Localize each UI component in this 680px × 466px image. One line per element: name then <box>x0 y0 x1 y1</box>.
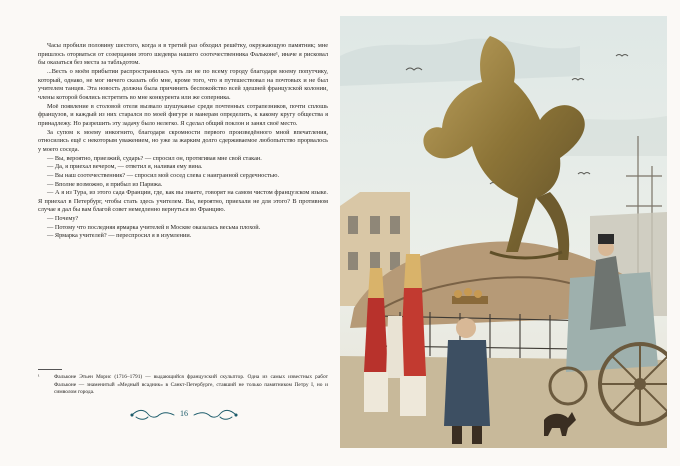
page-number: 16 <box>180 409 188 418</box>
paragraph: — Почему? <box>47 215 79 223</box>
footnote-text: Фальконе Этьен Морис (1716–1791) — выдающийся французский скульптор. Одна из самых известных работ Фальконе — знаменитый «Медный всадник» в Санкт-Петербурге, ставший не только памятником Петру I, но и символом города. <box>54 374 328 396</box>
page-folio <box>128 406 240 424</box>
footnote-mark: ¹ <box>38 374 40 380</box>
paragraph: — Вполне возможно, я прибыл из Парижа. <box>47 180 163 188</box>
paragraph: Часы пробили половину шестого, когда я в третий раз обходил решётку, окружающую памятник; мне пришлось оторваться от созерцания этого шедевра нашего соотечественника Фальконе¹, иначе я рисковал бы оказаться без места за табльдотом. <box>38 42 328 67</box>
paragraph: — Да, я приехал вечером, — ответил я, наливая ему вина. <box>47 163 203 171</box>
paragraph: — Ярмарка учителей? — переспросил я в изумлении. <box>47 232 192 240</box>
paragraph: Моё появление в столовой отеля вызвало шушуканье среди почтенных сотрапезников, почти сплошь французов, и каждый из них старался по моей фигуре и манерам определить, к какому кругу общества я принадлежу. Но разрешить эту задачу было нелегко. Я сделал общий поклон и занял своё место. <box>38 102 328 127</box>
text-column <box>38 42 328 241</box>
bronze-horseman-illustration <box>340 16 667 448</box>
footnote-rule <box>38 369 62 370</box>
paragraph: — Потому что последняя ярмарка учителей в Москве оказалась весьма плохой. <box>47 223 261 231</box>
paragraph: За супом к моему инкогнито, благодаря скромности первого произведённого мной впечатления, относились ещё с некоторым уважением, но уже за жарким долго сдерживаемое любопытство прорвалось у моего соседа. <box>38 128 328 153</box>
paragraph: — А я из Тура, из этого сада Франции, где, как вы знаете, говорят на самом чистом французском языке. Я приехал в Петербург, чтобы стать здесь учителем. Вы, вероятно, приехали не для этого? В противном случае я дал бы вам благой совет немедленно вернуться во Францию. <box>38 189 328 214</box>
paragraph: ...Весть о моём прибытии распространилась чуть ли не по всему городу благодаря моему попутчику, который, однако, не мог ничего сказать обо мне, кроме того, что я путешествовал на почтовых и не был учителем танцев. Эта новость должна была причинить беспокойство всей здешней французской колонии, члены которой боялись встретить во мне конкурента или же соперника. <box>38 67 328 101</box>
paragraph: — Вы, вероятно, приезжий, сударь? — спросил он, протягивая мне свой стакан. <box>47 154 262 162</box>
paragraph: — Вы наш соотечественник? — спросил мой сосед слева с наигранной сердечностью. <box>47 171 280 179</box>
footnote <box>38 374 328 397</box>
